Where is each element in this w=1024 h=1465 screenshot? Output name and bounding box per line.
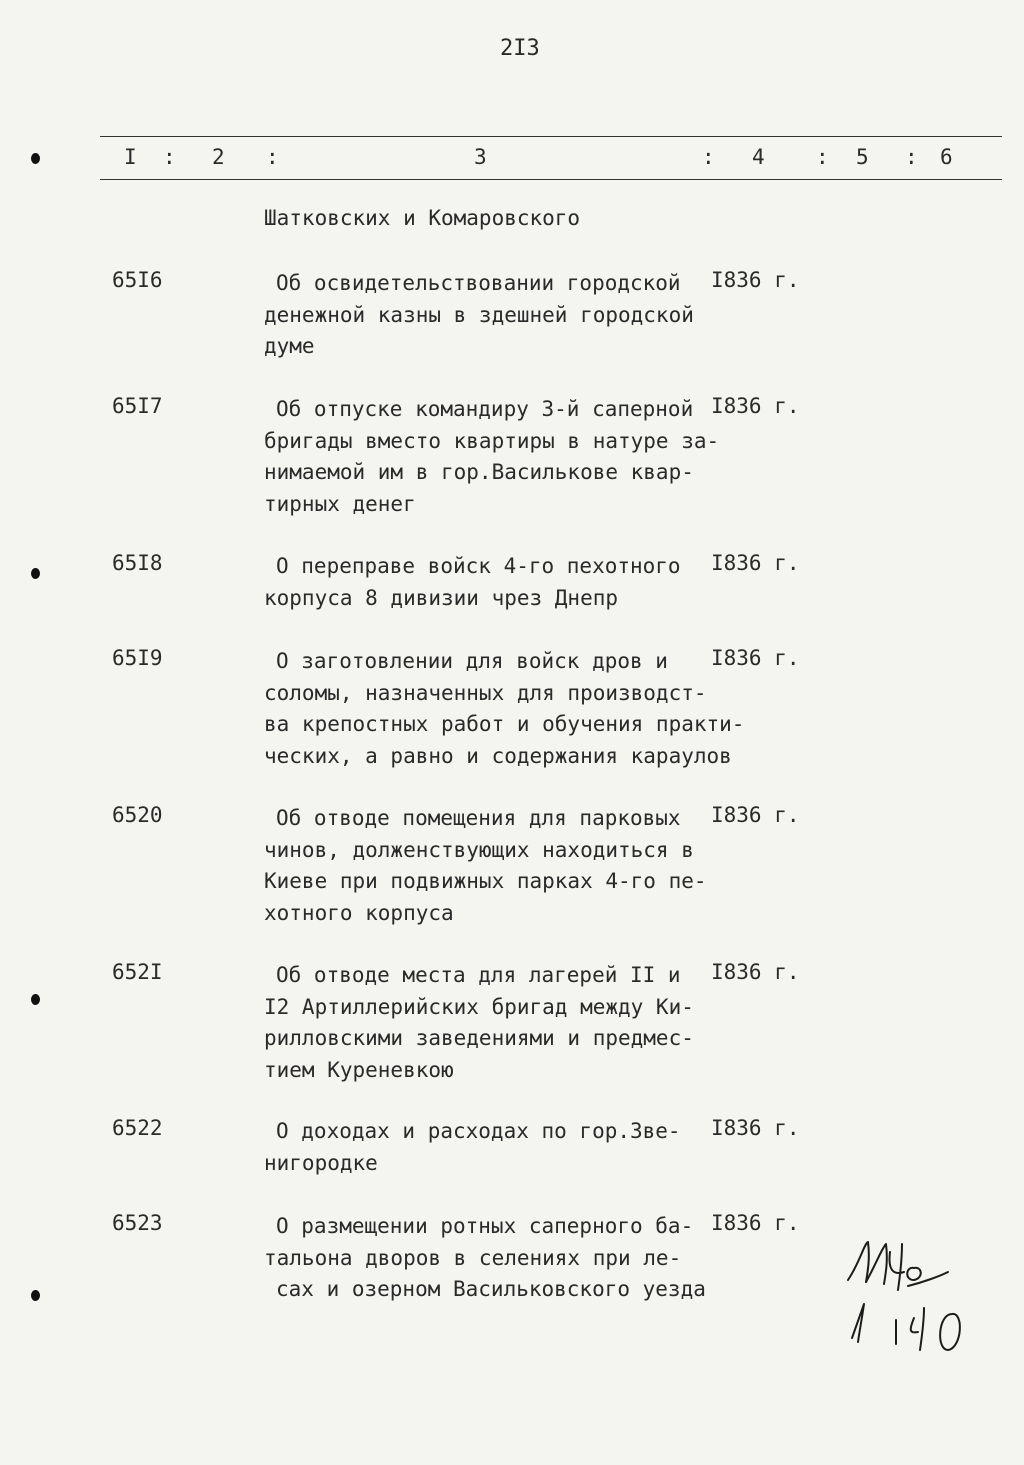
handwritten-folio-mark xyxy=(840,1232,1000,1362)
entry-number: 6520 xyxy=(112,803,163,827)
header-separator: : xyxy=(266,145,279,169)
entry-title-line: Об отпуске командиру 3-й саперной xyxy=(276,397,694,421)
entry-year: I836 г. xyxy=(711,551,800,575)
entry-number: 6522 xyxy=(112,1116,163,1140)
header-separator: : xyxy=(702,145,715,169)
entry-year: I836 г. xyxy=(711,268,800,292)
entry-title-line: О переправе войск 4-го пехотного xyxy=(276,554,681,578)
binding-hole-dot xyxy=(31,994,40,1005)
entry-title xyxy=(264,1116,714,1179)
entry-title-line: денежной казны в здешней городской xyxy=(264,302,694,327)
entry-year: I836 г. xyxy=(711,646,800,670)
header-col-5: 5 xyxy=(856,145,869,169)
entry-number: 652I xyxy=(112,960,163,984)
entry-title-line: тирных денег xyxy=(264,491,416,516)
entry-title-line: соломы, назначенных для производст- xyxy=(264,680,707,705)
entry-title-line: Об освидетельствовании городской xyxy=(276,271,681,295)
entry-title-line: ческих, а равно и содержания караулов xyxy=(264,743,732,768)
header-col-1: I xyxy=(124,145,137,169)
entry-title xyxy=(264,394,720,520)
entry-title-line: нимаемой им в гор.Василькове квар- xyxy=(264,460,694,484)
entry-number: 6523 xyxy=(112,1211,163,1235)
continuation-text: Шатковских и Комаровского xyxy=(264,206,581,230)
header-separator: : xyxy=(163,145,176,169)
header-separator: : xyxy=(816,145,829,169)
header-separator: : xyxy=(905,145,918,169)
entry-title-line: О заготовлении для войск дров и xyxy=(276,649,668,673)
entry-title xyxy=(264,551,714,614)
entry-year: I836 г. xyxy=(711,803,800,827)
entry-title-line: чинов, долженствующих находиться в xyxy=(264,837,694,862)
entry-title-line: нигородке xyxy=(264,1150,378,1175)
entry-title-line: хотного корпуса xyxy=(264,900,454,925)
entry-title-line: сах и озерном Васильковского уезда xyxy=(276,1277,706,1301)
entry-title-line: корпуса 8 дивизии чрез Днепр xyxy=(264,585,619,610)
header-col-3: 3 xyxy=(474,145,487,169)
entry-number: 65I6 xyxy=(112,268,163,292)
header-col-4: 4 xyxy=(752,145,765,169)
entry-number: 65I8 xyxy=(112,551,163,575)
entry-title-line: О доходах и расходах по гор.Зве- xyxy=(276,1119,681,1143)
entry-title-line: Киеве при подвижных парках 4-го пе- xyxy=(264,869,707,893)
entry-title-line: Об отводе места для лагерей II и xyxy=(276,963,681,987)
table-header-bottom-rule xyxy=(100,179,1002,180)
entry-year: I836 г. xyxy=(711,960,800,984)
entry-title-line: рилловскими заведениями и предмес- xyxy=(264,1026,694,1050)
entry-title-line: думе xyxy=(264,334,315,358)
entry-number: 65I9 xyxy=(112,646,163,670)
header-col-2: 2 xyxy=(212,145,225,169)
entry-title-line: тальона дворов в селениях при ле- xyxy=(264,1245,682,1270)
entry-year: I836 г. xyxy=(711,1116,800,1140)
entry-number: 65I7 xyxy=(112,394,163,418)
entry-title xyxy=(264,960,714,1086)
binding-hole-dot xyxy=(31,153,40,164)
entry-title xyxy=(264,1211,714,1306)
entry-title-line: тием Куреневкою xyxy=(264,1057,454,1082)
entry-title xyxy=(264,268,714,363)
binding-hole-dot xyxy=(31,1290,40,1301)
entry-year: I836 г. xyxy=(711,1211,800,1235)
entry-title-line: бригады вместо квартиры в натуре за- xyxy=(264,428,720,453)
entry-title xyxy=(264,803,714,929)
entry-title-line: I2 Артиллерийских бригад между Ки- xyxy=(264,994,694,1019)
entry-title-line: Об отводе помещения для парковых xyxy=(276,806,681,830)
entry-title xyxy=(264,646,744,772)
entry-title-line: О размещении ротных саперного ба- xyxy=(276,1214,694,1238)
entry-year: I836 г. xyxy=(711,394,800,418)
binding-hole-dot xyxy=(31,568,40,579)
entry-title-line: ва крепостных работ и обучения практи- xyxy=(264,712,745,736)
header-col-6: 6 xyxy=(940,145,953,169)
page-number: 2I3 xyxy=(500,36,540,61)
table-header-top-rule xyxy=(100,136,1002,137)
